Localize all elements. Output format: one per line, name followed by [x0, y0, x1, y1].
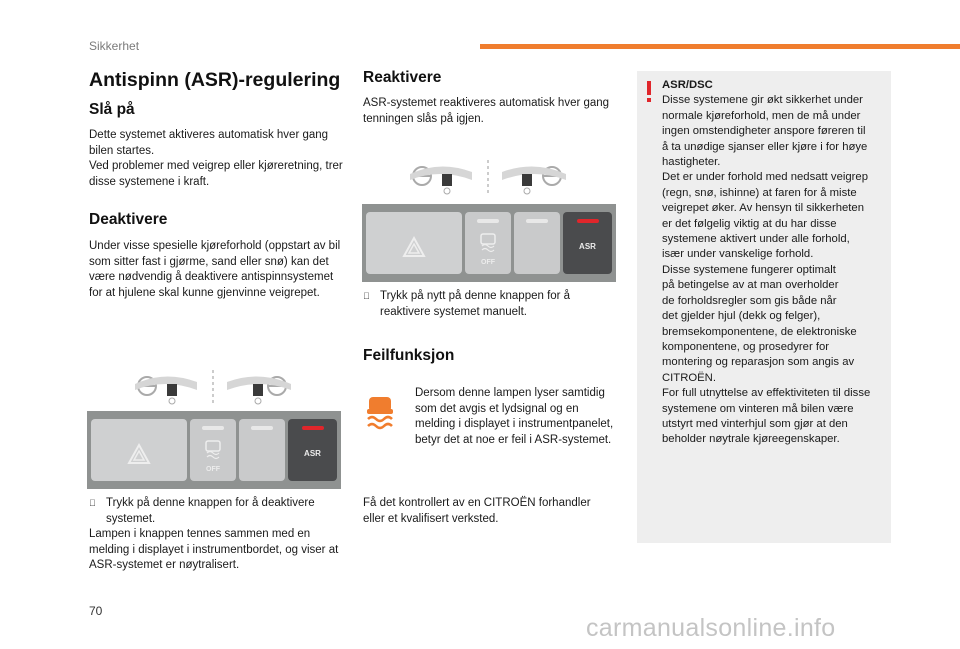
- heading-reactivate: Reaktivere: [363, 69, 442, 86]
- contact-text: Få det kontrollert av en CITROËN forhandler eller et kvalifisert verksted.: [363, 497, 591, 525]
- warning-line: å ta unødige sjanser eller kjøre i for høye: [662, 140, 868, 153]
- warning-line: montering og reparasjon som angis av: [662, 356, 855, 369]
- button-led: [251, 426, 273, 430]
- traction-off-button[interactable]: [465, 212, 511, 274]
- left-bottom: [89, 496, 344, 574]
- fault-text: Dersom denne lampen lyser samtidig som det avgis et lydsignal og en melding i displayet i instrumentpanelet, betyr det at noe er feil i ASR-systemet.: [415, 387, 614, 446]
- warning-line: Disse systemene gir økt sikkerhet under: [662, 94, 863, 107]
- warning-line: Disse systemene fungerer optimalt: [662, 263, 836, 276]
- heading-on: Slå på: [89, 101, 135, 118]
- left-column: [89, 68, 344, 301]
- blank-button[interactable]: [239, 419, 285, 481]
- on-text-1: Dette systemet aktiveres automatisk hver gang bilen startes.: [89, 129, 329, 157]
- asr-label: ASR: [579, 242, 596, 251]
- warning-line: systemene om vinteren må bilen være: [662, 402, 854, 415]
- arrow-icon: [363, 289, 370, 305]
- warning-line: bremsekomponentene, de elektroniske: [662, 325, 857, 338]
- skid-warning-lamp-icon: [364, 393, 396, 431]
- asr-label: ASR: [304, 449, 321, 458]
- warning-line: især under vanskelige forhold.: [662, 248, 814, 261]
- reactivate-instruction: Trykk på nytt på denne knappen for å reaktivere systemet manuelt.: [363, 289, 613, 320]
- after-text: Lampen i knappen tennes sammen med en melding i displayet i instrumentbordet, og viser at ASR-systemet er nøytralisert.: [89, 528, 339, 571]
- hazard-button[interactable]: [91, 419, 187, 481]
- arrow-icon: [89, 496, 96, 512]
- dashboard-indicator-illustration: [125, 368, 305, 408]
- warning-line: komponentene, og prosedyrer for: [662, 340, 830, 353]
- warning-line: ingen omstendigheter anspore føreren til: [662, 125, 866, 138]
- warning-line: Det er under forhold med nedsatt veigrep: [662, 171, 868, 184]
- control-panel-right: [362, 204, 616, 282]
- warning-line: de forholdsregler som gis både når: [662, 294, 837, 307]
- heading-fault: Feilfunksjon: [363, 347, 455, 364]
- skid-icon: [203, 439, 223, 461]
- warning-line: CITROËN.: [662, 371, 716, 384]
- warning-exclamation-icon: [644, 81, 654, 103]
- off-label: OFF: [481, 259, 495, 266]
- warning-title: ASR/DSC: [662, 79, 713, 91]
- warning-text: [662, 93, 887, 447]
- button-led: [526, 219, 548, 223]
- hazard-button[interactable]: [366, 212, 462, 274]
- warning-line: veigrepet øker. Av hensyn til sikkerheten: [662, 202, 864, 215]
- off-text: Under visse spesielle kjøreforhold (oppstart av bil som sitter fast i gjørme, sand eller snø) kan det være nødvendig å deaktivere antispinnsystemet for at hjulene skal kunne gjenvinne veigrepet.: [89, 240, 341, 299]
- header-accent-bar: [480, 44, 960, 49]
- warning-line: er det følgelig viktig at du har disse: [662, 217, 837, 230]
- warning-line: normale kjøreforhold, men de må under: [662, 109, 861, 122]
- warning-line: på betingelse av at man overholder: [662, 279, 839, 292]
- dashboard-indicator-illustration-2: [400, 158, 580, 198]
- asr-button[interactable]: [563, 212, 612, 274]
- warning-line: det gjelder hjul (dekk og felger),: [662, 310, 821, 323]
- control-panel-left: [87, 411, 341, 489]
- asr-led: [577, 219, 599, 223]
- traction-off-button[interactable]: [190, 419, 236, 481]
- warning-line: beholder nøytrale kjøreegenskaper.: [662, 433, 840, 446]
- skid-icon: [478, 232, 498, 254]
- warning-line: For full utnyttelse av effektiviteten til disse: [662, 387, 871, 400]
- warning-line: systemene aktivert under alle forhold,: [662, 233, 850, 246]
- asr-button[interactable]: [288, 419, 337, 481]
- button-led: [477, 219, 499, 223]
- hazard-icon: [91, 419, 187, 481]
- on-text-2: Ved problemer med veigrep eller kjøreretning, trer disse systemene i kraft.: [89, 160, 343, 188]
- warning-line: hastigheter.: [662, 156, 721, 169]
- blank-button[interactable]: [514, 212, 560, 274]
- warning-box: [637, 71, 891, 543]
- warning-line: utstyrt med vinterhjul som gjør at den: [662, 417, 848, 430]
- section-label: Sikkerhet: [89, 39, 140, 53]
- off-label: OFF: [206, 466, 220, 473]
- page-title: Antispinn (ASR)-regulering: [89, 69, 341, 91]
- heading-off: Deaktivere: [89, 211, 168, 228]
- react-text: ASR-systemet reaktiveres automatisk hver gang tenningen slås på igjen.: [363, 97, 610, 125]
- hazard-icon: [366, 212, 462, 274]
- deactivate-instruction: Trykk på denne knappen for å deaktivere systemet.: [89, 496, 344, 527]
- page-number: 70: [89, 604, 103, 618]
- warning-line: (regn, snø, ishinne) at faren for å miste: [662, 186, 857, 199]
- button-led: [202, 426, 224, 430]
- watermark: carmanualsonline.info: [586, 614, 836, 642]
- asr-led: [302, 426, 324, 430]
- middle-column: [363, 68, 615, 127]
- middle-bottom: [363, 289, 613, 366]
